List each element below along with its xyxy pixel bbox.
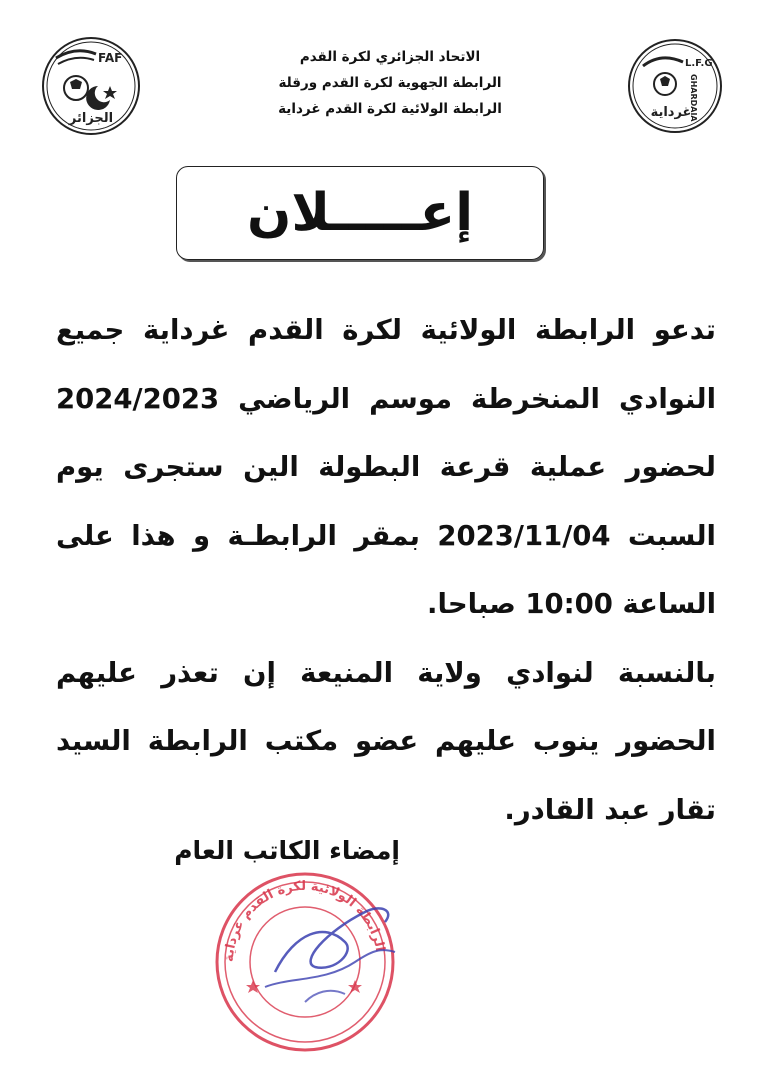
lfg-logo-letters: L.F.G	[685, 58, 713, 69]
lfg-logo	[625, 36, 735, 136]
header-organization	[190, 44, 590, 122]
header-wilaya-league: الرابطة الولائية لكرة القدم غرداية	[278, 101, 502, 117]
faf-logo-letters: FAF	[98, 51, 123, 65]
lfg-logo-caption: غرداية	[650, 105, 692, 120]
page-title: إعـــــلان	[246, 183, 474, 243]
faf-logo-caption: الجزائر	[68, 111, 114, 126]
body-paragraph-1: تدعو الرابطة الولائية لكرة القدم غرداية جميع النوادي المنخرطة موسم الرياضي 2024/2023 لحضور عملية قرعة البطولة الين ستجرى يوم السبت 2023/11/04 بمقر الرابطـة و هذا على الساعة 10:00 صباحا.	[56, 314, 716, 620]
announcement-body	[56, 296, 716, 844]
svg-text:الرابطة الولائية لكرة القدم غر	[222, 879, 387, 962]
header-federation: الاتحاد الجزائري لكرة القدم	[299, 49, 481, 65]
title-box	[176, 166, 544, 260]
header-regional-league: الرابطة الجهوية لكرة القدم ورقلة	[278, 75, 502, 91]
faf-logo	[36, 36, 146, 136]
body-paragraph-2: بالنسبة لنوادي ولاية المنيعة إن تعذر عليهم الحضور ينوب عليهم عضو مكتب الرابطة السيد تقار عبد القادر.	[56, 656, 716, 826]
signature-label: إمضاء الكاتب العام	[174, 836, 400, 865]
stamp-outer-text: الرابطة الولائية لكرة القدم غرداية	[221, 878, 388, 963]
lfg-logo-vertical: GHARDAIA	[689, 74, 698, 122]
official-stamp	[205, 862, 405, 1062]
